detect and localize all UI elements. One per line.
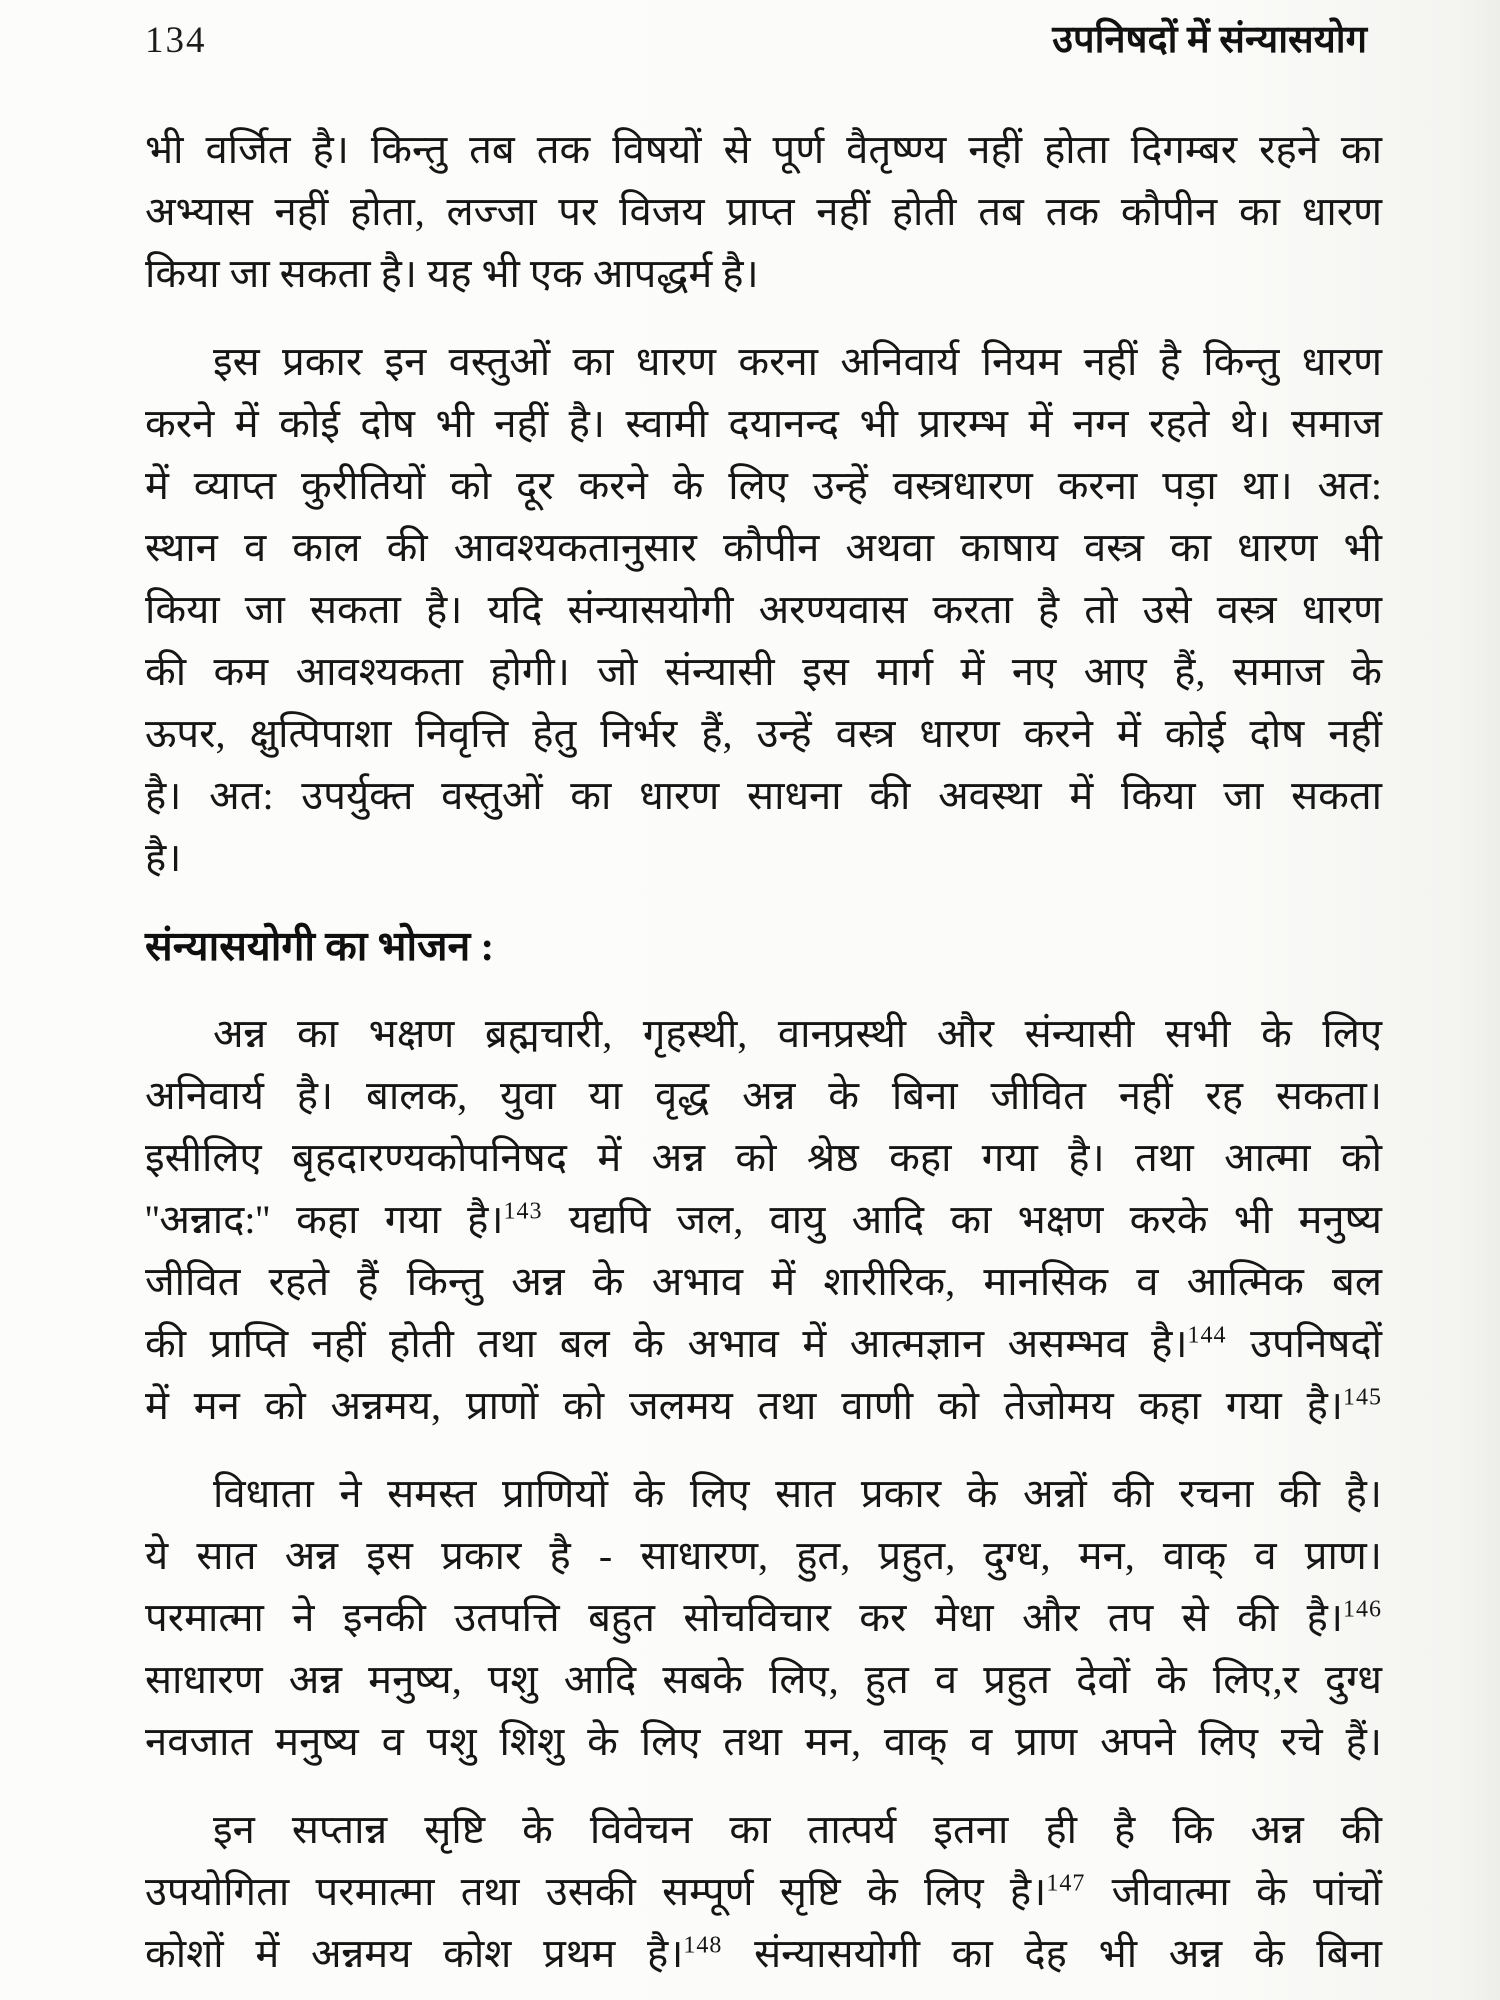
text-line: भी वर्जित है। किन्तु तब तक विषयों से पूर्ण वैतृष्ण्य नहीं होता दिगम्बर रहने का — [145, 127, 1382, 172]
text-line: किया जा सकता है। यह भी एक आपद्धर्म है। — [145, 251, 759, 296]
paragraph — [145, 1463, 1382, 1773]
footnote-ref: 148 — [683, 1932, 723, 1959]
text-line: परमात्मा ने इनकी उतपत्ति बहुत सोचविचार कर मेधा और तप से की है।$^{146}$ — [145, 1595, 1382, 1640]
footnote-ref: 146 — [1343, 1596, 1382, 1623]
text-line: साधारण अन्न मनुष्य, पशु आदि सबके लिए, हुत व प्रहुत देवों के लिए,र दुग्ध — [145, 1657, 1382, 1702]
footnote-ref: 147 — [1046, 1870, 1086, 1897]
footnote-ref: 145 — [1343, 1384, 1382, 1411]
paragraph — [145, 119, 1382, 305]
text-line: उपयोगिता परमात्मा तथा उसकी सम्पूर्ण सृष्टि के लिए है।$^{147}$ जीवात्मा के पांचों — [145, 1869, 1382, 1914]
text-line: अनिवार्य है। बालक, युवा या वृद्ध अन्न के बिना जीवित नहीं रह सकता। — [145, 1073, 1382, 1118]
text-line: इसीलिए बृहदारण्यकोपनिषद में अन्न को श्रेष्ठ कहा गया है। तथा आत्मा को — [145, 1135, 1382, 1180]
text-line: किया जा सकता है। यदि संन्यासयोगी अरण्यवास करता है तो उसे वस्त्र धारण — [145, 587, 1382, 632]
text-line: कोशों में अन्नमय कोश प्रथम है।$^{148}$ संन्यासयोगी का देह भी अन्न के बिना — [145, 1931, 1382, 1976]
paragraph — [145, 1799, 1382, 1985]
text-line: अभ्यास नहीं होता, लज्जा पर विजय प्राप्त नहीं होती तब तक कौपीन का धारण — [145, 189, 1382, 234]
page-number: 134 — [145, 20, 207, 61]
text-line: है। अत: उपर्युक्त वस्तुओं का धारण साधना की अवस्था में किया जा सकता — [145, 773, 1382, 818]
text-line: की कम आवश्यकता होगी। जो संन्यासी इस मार्ग में नए आए हैं, समाज के — [145, 649, 1382, 694]
text-line: की प्राप्ति नहीं होती तथा बल के अभाव में आत्मज्ञान असम्भव है।$^{144}$ उपनिषदों — [145, 1321, 1382, 1366]
text-line: ये सात अन्न इस प्रकार है - साधारण, हुत, प्रहुत, दुग्ध, मन, वाक् व प्राण। — [145, 1533, 1382, 1578]
text-line: नवजात मनुष्य व पशु शिशु के लिए तथा मन, वाक् व प्राण अपने लिए रचे हैं। — [145, 1719, 1382, 1764]
text-line: विधाता ने समस्त प्राणियों के लिए सात प्रकार के अन्नों की रचना की है। — [213, 1471, 1382, 1516]
text-line: स्थान व काल की आवश्यकतानुसार कौपीन अथवा काषाय वस्त्र का धारण भी — [145, 525, 1382, 570]
text-line: अन्न का भक्षण ब्रह्मचारी, गृहस्थी, वानप्रस्थी और संन्यासी सभी के लिए — [213, 1011, 1382, 1056]
text-line: करने में कोई दोष भी नहीं है। स्वामी दयानन्द भी प्रारम्भ में नग्न रहते थे। समाज — [145, 401, 1382, 446]
page-body — [145, 119, 1382, 1985]
footnote-ref: 144 — [1187, 1322, 1227, 1349]
section-heading: संन्यासयोगी का भोजन : — [145, 923, 495, 969]
running-header-title: उपनिषदों में संन्यासयोग — [1052, 19, 1367, 61]
text-line: ''अन्नाद:'' कहा गया है।$^{143}$ यद्यपि जल, वायु आदि का भक्षण करके भी मनुष्य — [145, 1197, 1382, 1242]
page-header — [145, 12, 1367, 64]
text-line: है। — [145, 835, 182, 880]
text-line: इन सप्तान्न सृष्टि के विवेचन का तात्पर्य इतना ही है कि अन्न की — [213, 1807, 1382, 1852]
text-line: में मन को अन्नमय, प्राणों को जलमय तथा वाणी को तेजोमय कहा गया है।$^{145}$ — [145, 1383, 1382, 1428]
paragraph — [145, 1003, 1382, 1437]
paragraph — [145, 331, 1382, 889]
text-line: ऊपर, क्षुत्पिपाशा निवृत्ति हेतु निर्भर हैं, उन्हें वस्त्र धारण करने में कोई दोष नहीं — [145, 711, 1382, 756]
footnote-ref: 143 — [503, 1198, 543, 1225]
text-line: में व्याप्त कुरीतियों को दूर करने के लिए उन्हें वस्त्रधारण करना पड़ा था। अत: — [145, 463, 1382, 508]
text-line: इस प्रकार इन वस्तुओं का धारण करना अनिवार्य नियम नहीं है किन्तु धारण — [213, 339, 1382, 384]
text-line: जीवित रहते हैं किन्तु अन्न के अभाव में शारीरिक, मानसिक व आत्मिक बल — [145, 1259, 1382, 1304]
